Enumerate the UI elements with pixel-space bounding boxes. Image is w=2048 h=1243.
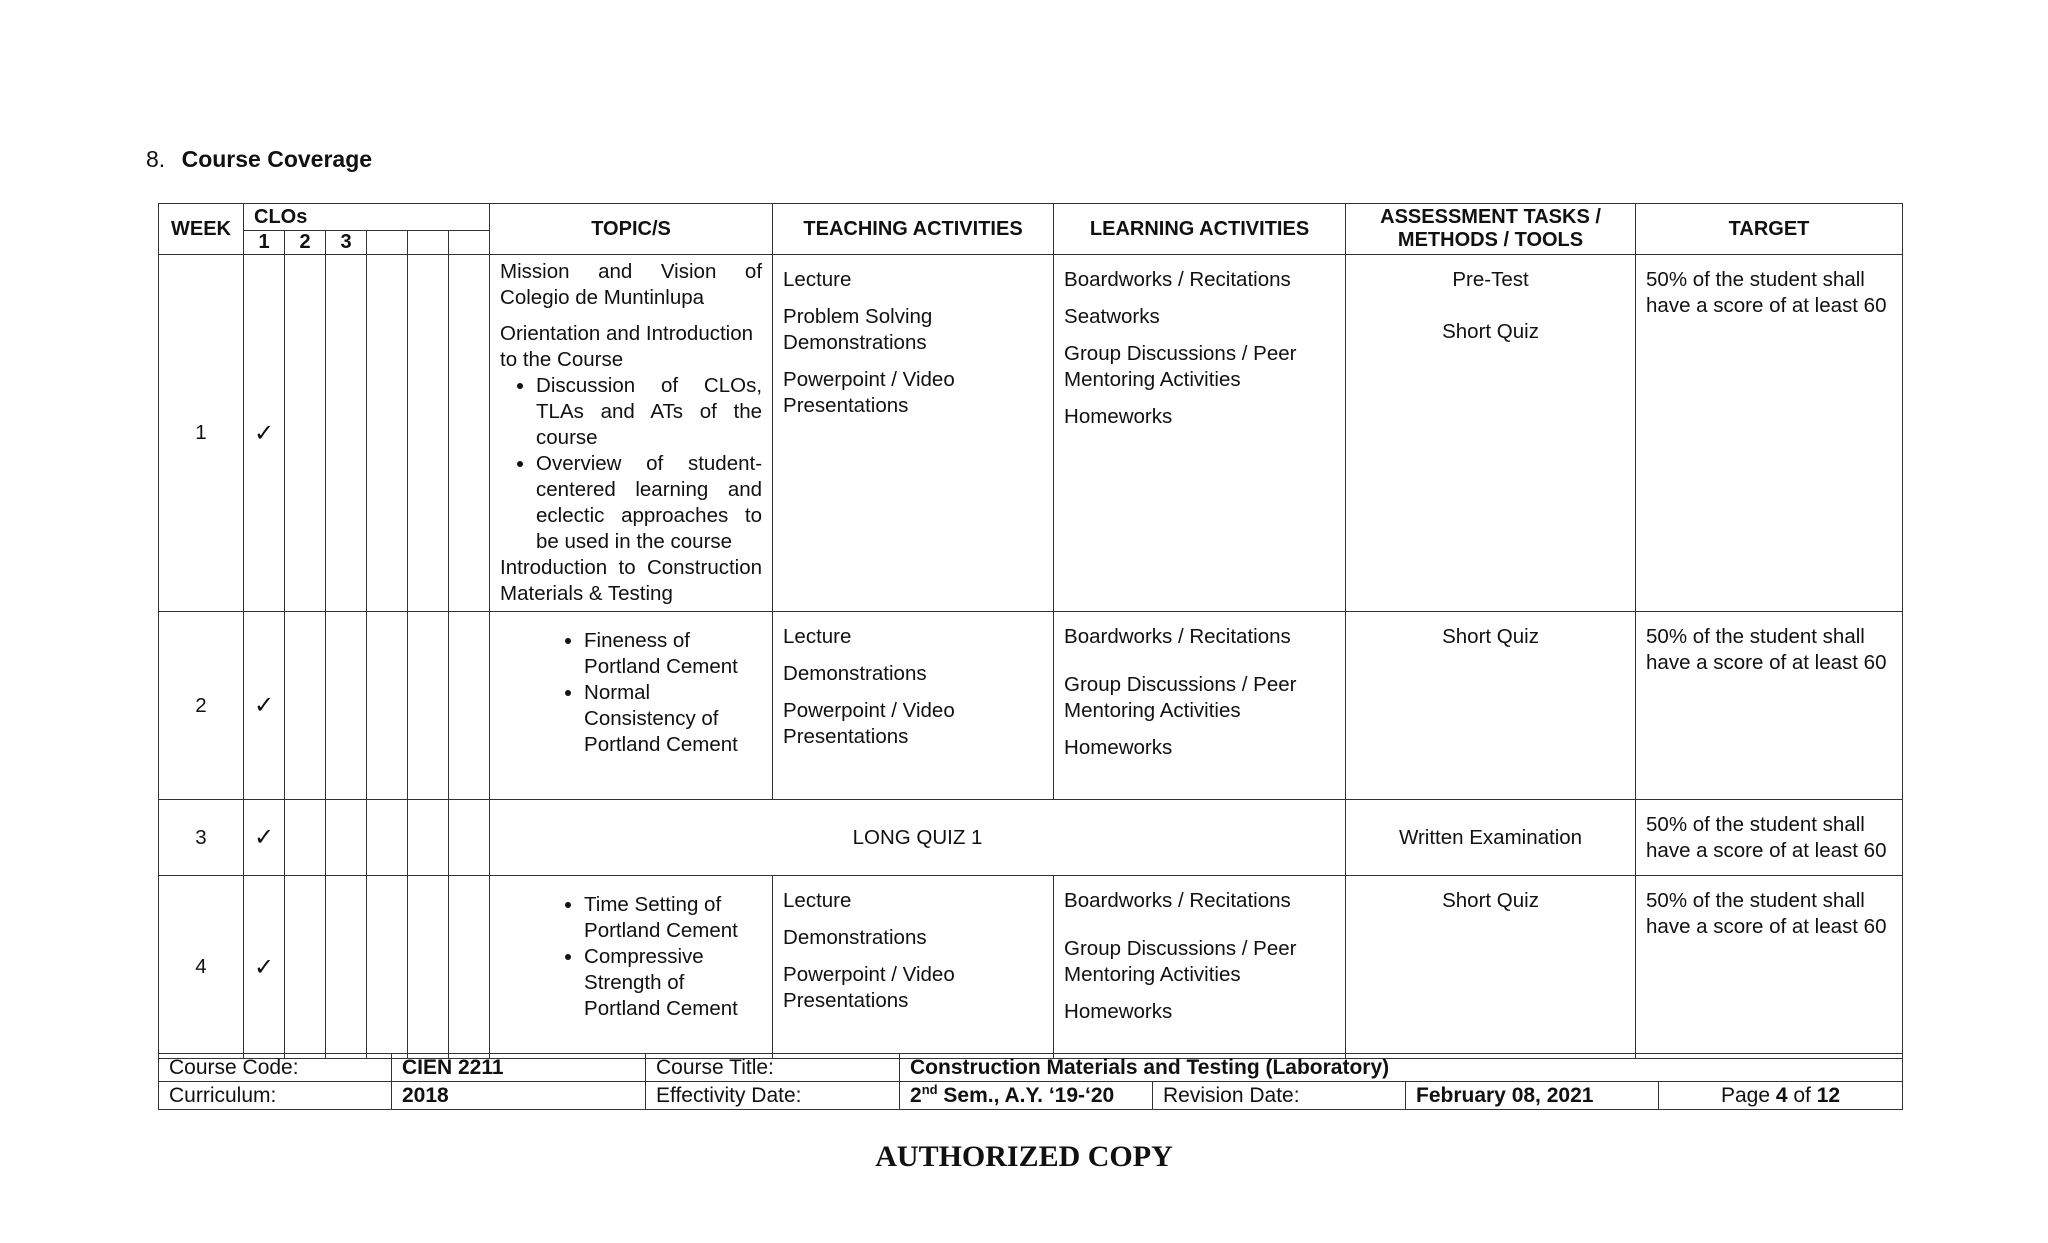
topics-cell [490, 612, 773, 800]
assessment-item: Pre-Test [1452, 268, 1529, 291]
target-cell: 50% of the student shall have a score of at least 60 [1636, 876, 1903, 1059]
target-cell: 50% of the student shall have a score of at least 60 [1636, 800, 1903, 876]
revision-date-value: February 08, 2021 [1406, 1082, 1659, 1110]
learning-item: Homeworks [1064, 736, 1173, 759]
assessment-cell [1346, 612, 1636, 800]
clo-cell [367, 612, 408, 800]
teaching-item: Powerpoint / Video Presentations [783, 368, 955, 417]
section-title: Course Coverage [181, 146, 373, 172]
topic-text: Mission and Vision of Colegio de Muntinlupa [500, 260, 763, 309]
teaching-item: Powerpoint / Video Presentations [783, 699, 955, 748]
header-learning: LEARNING ACTIVITIES [1054, 204, 1346, 255]
section-heading [146, 146, 372, 173]
topic-text: Introduction to Construction Materials & Testing [500, 556, 763, 605]
authorized-copy-stamp: AUTHORIZED COPY [875, 1140, 1173, 1173]
clo-number-blank [449, 231, 490, 255]
header-teaching: TEACHING ACTIVITIES [773, 204, 1054, 255]
topic-bullet: • Compressive Strength of Portland Cement [584, 944, 762, 1022]
clo-cell [326, 800, 367, 876]
clo-number-3: 3 [326, 231, 367, 255]
teaching-item: Lecture [783, 268, 852, 291]
table-row-week-1 [159, 255, 1903, 612]
teaching-cell [773, 255, 1054, 612]
header-row [159, 204, 1903, 231]
topic-list [500, 892, 762, 1022]
topic-bullet: • Normal Consistency of Portland Cement [584, 680, 762, 758]
assessment-item: Short Quiz [1442, 320, 1539, 343]
page-total: 12 [1816, 1084, 1841, 1107]
effectivity-rest: Sem., A.Y. ‘19-‘20 [937, 1084, 1115, 1107]
clo-cell [408, 612, 449, 800]
topic-bullet: • Fineness of Portland Cement [584, 628, 762, 680]
topics-cell [490, 876, 773, 1059]
learning-item: Boardworks / Recitations [1064, 268, 1291, 291]
clo-cell [326, 876, 367, 1059]
effectivity-label: Effectivity Date: [646, 1082, 900, 1110]
clo-cell [449, 800, 490, 876]
footer-row-course [159, 1054, 1903, 1082]
topic-list [500, 373, 762, 555]
course-coverage-table [158, 203, 1903, 1059]
header-assessment-line2: METHODS / TOOLS [1397, 229, 1584, 251]
revision-label: Revision Date: [1153, 1082, 1406, 1110]
check-icon: ✓ [244, 800, 285, 876]
teaching-item: Demonstrations [783, 926, 927, 949]
week-number: 2 [159, 612, 244, 800]
clo-cell [285, 876, 326, 1059]
table-row-week-4 [159, 876, 1903, 1059]
document-footer-table [158, 1053, 1903, 1110]
clo-cell [449, 876, 490, 1059]
header-clos: CLOs [244, 204, 490, 231]
clo-cell [367, 876, 408, 1059]
assessment-cell [1346, 255, 1636, 612]
section-number: 8. [146, 146, 166, 172]
header-week: WEEK [159, 204, 244, 255]
learning-item: Homeworks [1064, 1000, 1173, 1023]
clo-cell [408, 876, 449, 1059]
clo-cell [285, 612, 326, 800]
clo-cell [285, 255, 326, 612]
clo-cell [408, 255, 449, 612]
table-row-week-2 [159, 612, 1903, 800]
assessment-cell: Written Examination [1346, 800, 1636, 876]
clo-cell [326, 612, 367, 800]
header-topics: TOPIC/S [490, 204, 773, 255]
topic-bullet: • Discussion of CLOs, TLAs and ATs of the course [536, 373, 762, 451]
header-assessment [1346, 204, 1636, 255]
footer-row-details [159, 1082, 1903, 1110]
teaching-item: Demonstrations [783, 662, 927, 685]
topic-text: Orientation and Introduction to the Course [500, 322, 754, 371]
course-code-value: CIEN 2211 [392, 1054, 646, 1082]
learning-item: Group Discussions / Peer Mentoring Activities [1064, 342, 1297, 391]
clo-cell [367, 255, 408, 612]
learning-cell [1054, 876, 1346, 1059]
teaching-item: Lecture [783, 625, 852, 648]
table-row-week-3 [159, 800, 1903, 876]
page-word: Page [1720, 1084, 1776, 1107]
header-assessment-line1: ASSESSMENT TASKS / [1380, 206, 1601, 228]
teaching-item: Problem Solving Demonstrations [783, 305, 933, 354]
assessment-cell [1346, 876, 1636, 1059]
topics-cell [490, 255, 773, 612]
check-icon: ✓ [244, 255, 285, 612]
clo-cell [449, 255, 490, 612]
effectivity-value [900, 1082, 1153, 1110]
week-number: 3 [159, 800, 244, 876]
clo-cell [285, 800, 326, 876]
learning-item: Homeworks [1064, 405, 1173, 428]
topic-bullet: • Time Setting of Portland Cement [584, 892, 762, 944]
check-icon: ✓ [244, 612, 285, 800]
learning-cell [1054, 255, 1346, 612]
clo-number-blank [408, 231, 449, 255]
learning-item: Seatworks [1064, 305, 1160, 328]
curriculum-label: Curriculum: [159, 1082, 392, 1110]
course-title-value: Construction Materials and Testing (Laboratory) [900, 1054, 1903, 1082]
week-number: 4 [159, 876, 244, 1059]
learning-item: Boardworks / Recitations [1064, 889, 1291, 912]
clo-cell [408, 800, 449, 876]
clo-cell [367, 800, 408, 876]
clo-number-2: 2 [285, 231, 326, 255]
learning-item: Group Discussions / Peer Mentoring Activities [1064, 673, 1297, 722]
topic-list [500, 628, 762, 758]
effectivity-suffix: nd [921, 1082, 938, 1097]
clo-number-blank [367, 231, 408, 255]
clo-cell [326, 255, 367, 612]
clo-cell [449, 612, 490, 800]
target-cell: 50% of the student shall have a score of at least 60 [1636, 255, 1903, 612]
learning-cell [1054, 612, 1346, 800]
teaching-item: Powerpoint / Video Presentations [783, 963, 955, 1012]
long-quiz-cell: LONG QUIZ 1 [490, 800, 1346, 876]
page-current: 4 [1775, 1084, 1788, 1107]
target-cell: 50% of the student shall have a score of at least 60 [1636, 612, 1903, 800]
teaching-cell [773, 612, 1054, 800]
week-number: 1 [159, 255, 244, 612]
header-target: TARGET [1636, 204, 1903, 255]
curriculum-value: 2018 [392, 1082, 646, 1110]
topic-bullet: • Overview of student-centered learning and eclectic approaches to be used in the course [536, 451, 762, 555]
effectivity-ordinal: 2 [910, 1084, 922, 1107]
teaching-cell [773, 876, 1054, 1059]
teaching-item: Lecture [783, 889, 852, 912]
page-of: of [1787, 1084, 1817, 1107]
page-number [1659, 1082, 1903, 1110]
assessment-item: Short Quiz [1442, 889, 1539, 912]
clo-number-1: 1 [244, 231, 285, 255]
course-title-label: Course Title: [646, 1054, 900, 1082]
check-icon: ✓ [244, 876, 285, 1059]
learning-item: Group Discussions / Peer Mentoring Activities [1064, 937, 1297, 986]
assessment-item: Short Quiz [1442, 625, 1539, 648]
course-code-label: Course Code: [159, 1054, 392, 1082]
learning-item: Boardworks / Recitations [1064, 625, 1291, 648]
